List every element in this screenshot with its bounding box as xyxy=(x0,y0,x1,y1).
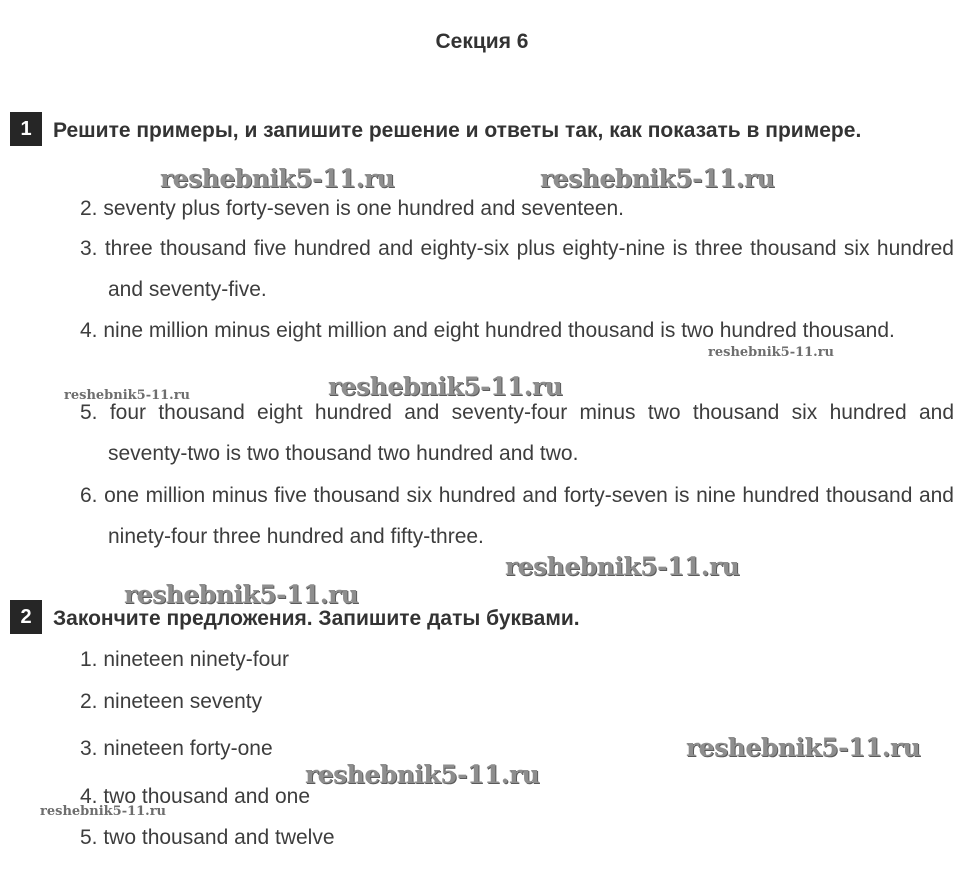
page-title: Секция 6 xyxy=(435,30,529,53)
answer-item: 3. nineteen forty-one xyxy=(80,737,273,760)
watermark: reshebnik5-11.ru xyxy=(540,164,775,193)
watermark: reshebnik5-11.ru xyxy=(124,580,359,609)
answer-item: 4. two thousand and one xyxy=(80,785,311,808)
answer-item: 3. three thousand five hundred and eighty-six plus eighty-nine is three thousand six hundred and seventy-five. xyxy=(80,237,954,301)
watermark: reshebnik5-11.ru xyxy=(686,733,921,762)
task-number-badge: 1 xyxy=(10,112,42,146)
answer-item: 4. nine million minus eight million and eight hundred thousand is two hundred thousand. xyxy=(80,319,895,342)
watermark: reshebnik5-11.ru xyxy=(40,804,167,819)
watermark: reshebnik5-11.ru xyxy=(160,164,395,193)
watermark: reshebnik5-11.ru xyxy=(305,760,540,789)
answer-item: 2. seventy plus forty-seven is one hundred and seventeen. xyxy=(80,197,625,220)
answer-item: 2. nineteen seventy xyxy=(80,690,263,713)
watermark: reshebnik5-11.ru xyxy=(708,345,835,360)
answer-item: 5. two thousand and twelve xyxy=(80,826,335,849)
answer-item: 1. nineteen ninety-four xyxy=(80,648,289,671)
watermark: reshebnik5-11.ru xyxy=(64,388,191,403)
task-number-badge: 2 xyxy=(10,600,42,634)
task-heading: Закончите предложения. Запишите даты буквами. xyxy=(53,607,580,630)
watermark: reshebnik5-11.ru xyxy=(328,372,563,401)
watermark: reshebnik5-11.ru xyxy=(505,552,740,581)
answer-item: 5. four thousand eight hundred and seventy-four minus two thousand six hundred and seventy-two is two thousand two hundred and two. xyxy=(80,401,954,465)
task-heading: Решите примеры, и запишите решение и ответы так, как показать в примере. xyxy=(53,119,862,142)
answer-item: 6. one million minus five thousand six hundred and forty-seven is nine hundred thousand and ninety-four three hundred and fifty-three. xyxy=(80,484,954,548)
